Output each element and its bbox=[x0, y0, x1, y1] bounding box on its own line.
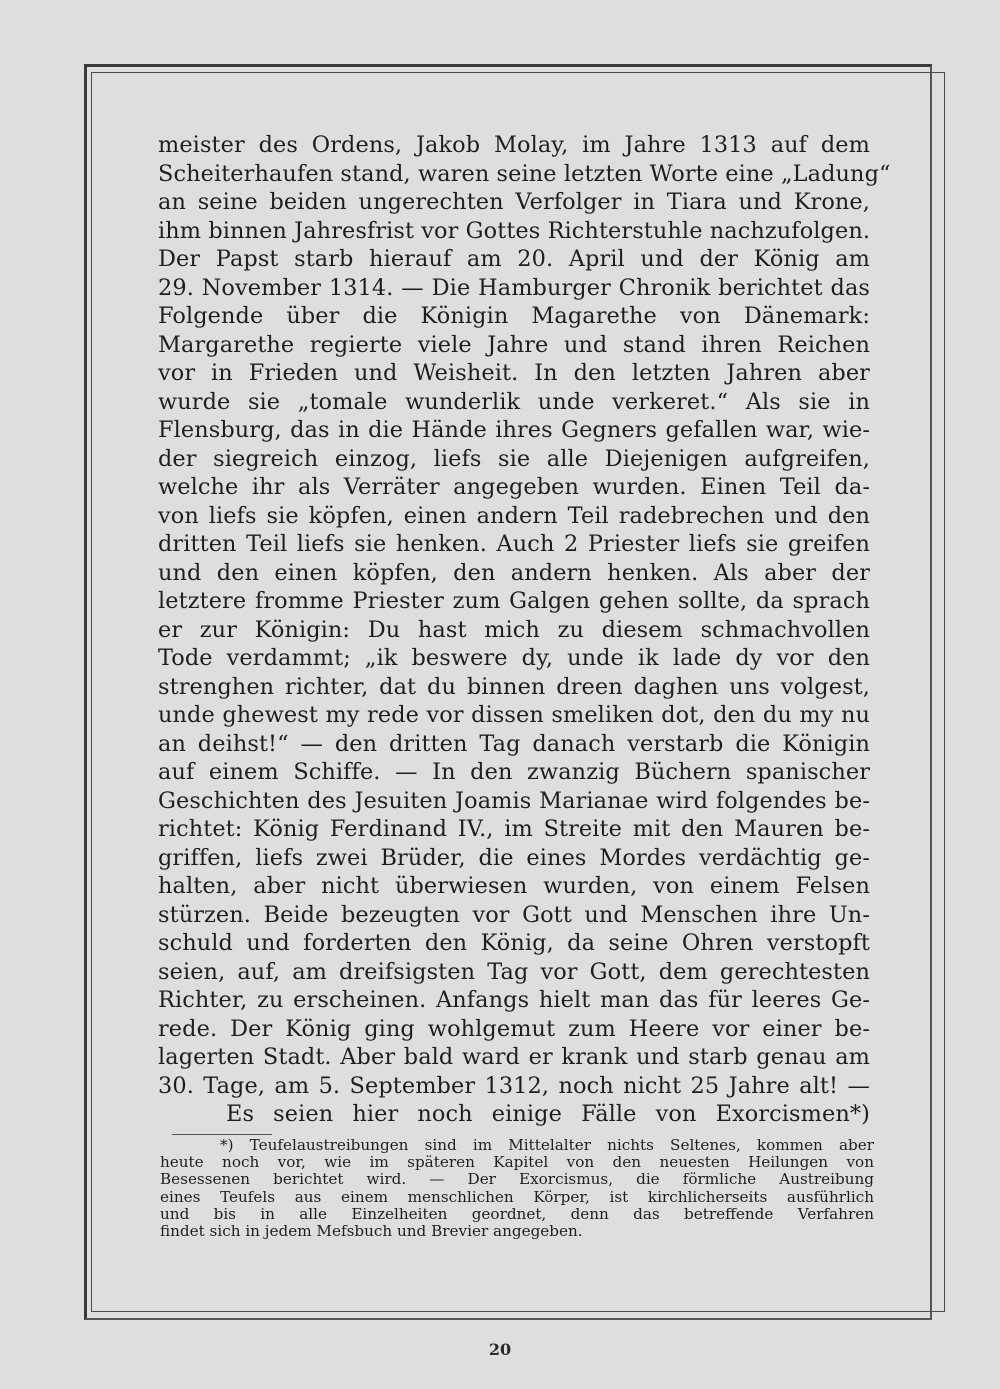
body-line: halten, aber nicht überwiesen wurden, von einem Felsen bbox=[158, 873, 870, 899]
body-line: Es seien hier noch einige Fälle von Exorcismen*) bbox=[226, 1101, 870, 1127]
footnote-divider bbox=[172, 1134, 272, 1135]
body-line: lagerten Stadt. Aber bald ward er krank und starb genau am bbox=[158, 1044, 870, 1070]
body-line: vor in Frieden und Weisheit. In den letzten Jahren aber bbox=[158, 360, 870, 386]
body-line: der siegreich einzog, liefs sie alle Diejenigen aufgreifen, bbox=[158, 445, 870, 472]
footnote-line: Besessenen berichtet wird. — Der Exorcismus, die förmliche Austreibung bbox=[160, 1170, 874, 1189]
body-line: schuld und forderten den König, da seine Ohren verstopft bbox=[158, 930, 870, 956]
body-line: Geschichten des Jesuiten Joamis Marianae wird folgendes be- bbox=[158, 787, 870, 814]
body-line: rede. Der König ging wohlgemut zum Heere vor einer be- bbox=[158, 1015, 870, 1042]
body-line: 30. Tage, am 5. September 1312, noch nicht 25 Jahre alt! — bbox=[158, 1072, 870, 1099]
body-line: Folgende über die Königin Magarethe von Dänemark: bbox=[158, 303, 870, 329]
body-line: 29. November 1314. — Die Hamburger Chronik berichtet das bbox=[158, 274, 870, 301]
body-line: letztere fromme Priester zum Galgen gehen sollte, da sprach bbox=[158, 588, 870, 614]
footnote-line: eines Teufels aus einem menschlichen Körper, ist kirchlicherseits ausführlich bbox=[160, 1187, 874, 1206]
body-line: Tode verdammt; „ik beswere dy, unde ik lade dy vor den bbox=[158, 645, 870, 671]
body-line: Margarethe regierte viele Jahre und stand ihren Reichen bbox=[158, 331, 870, 358]
body-line: an deihst!“ — den dritten Tag danach verstarb die Königin bbox=[158, 730, 870, 757]
body-line: ihm binnen Jahresfrist vor Gottes Richterstuhle nachzufolgen. bbox=[158, 217, 871, 244]
body-line: strenghen richter, dat du binnen dreen daghen uns volgest, bbox=[158, 673, 870, 700]
body-line: Scheiterhaufen stand, waren seine letzten Worte eine „Ladung“ bbox=[158, 160, 891, 187]
body-line: auf einem Schiffe. — In den zwanzig Büchern spanischer bbox=[158, 759, 870, 785]
body-line: Flensburg, das in die Hände ihres Gegners gefallen war, wie- bbox=[158, 417, 870, 443]
footnote-line: *) Teufelaustreibungen sind im Mittelalter nichts Seltenes, kommen aber bbox=[220, 1136, 874, 1154]
footnote-line: heute noch vor, wie im späteren Kapitel von den neuesten Heilungen von bbox=[160, 1153, 874, 1172]
footnote bbox=[160, 1137, 874, 1240]
body-line: dritten Teil liefs sie henken. Auch 2 Priester liefs sie greifen bbox=[158, 531, 870, 557]
body-line: er zur Königin: Du hast mich zu diesem schmachvollen bbox=[158, 616, 870, 643]
body-line: richtet: König Ferdinand IV., im Streite mit den Mauren be- bbox=[158, 816, 870, 842]
body-line: meister des Ordens, Jakob Molay, im Jahre 1313 auf dem bbox=[158, 132, 870, 158]
body-line: Der Papst starb hierauf am 20. April und der König am bbox=[158, 246, 870, 272]
body-line: griffen, liefs zwei Brüder, die eines Mordes verdächtig ge- bbox=[158, 844, 870, 871]
body-line: von liefs sie köpfen, einen andern Teil radebrechen und den bbox=[158, 502, 870, 529]
body-line: wurde sie „tomale wunderlik unde verkeret.“ Als sie in bbox=[158, 388, 870, 415]
body-line: welche ihr als Verräter angegeben wurden. Einen Teil da- bbox=[158, 474, 870, 500]
body-line: an seine beiden ungerechten Verfolger in Tiara und Krone, bbox=[158, 189, 870, 215]
body-line: Richter, zu erscheinen. Anfangs hielt man das für leeres Ge- bbox=[158, 987, 870, 1013]
body-line: und den einen köpfen, den andern henken. Als aber der bbox=[158, 559, 870, 586]
body-text bbox=[158, 131, 891, 1129]
footnote-line: findet sich in jedem Mefsbuch und Brevier angegeben. bbox=[160, 1221, 583, 1240]
body-line: seien, auf, am dreifsigsten Tag vor Gott, dem gerechtesten bbox=[158, 958, 870, 985]
body-line: stürzen. Beide bezeugten vor Gott und Menschen ihre Un- bbox=[158, 901, 870, 928]
body-line: unde ghewest my rede vor dissen smeliken dot, den du my nu bbox=[158, 702, 870, 728]
footnote-line: und bis in alle Einzelheiten geordnet, denn das betreffende Verfahren bbox=[160, 1204, 874, 1223]
page-number: 20 bbox=[488, 1340, 512, 1359]
